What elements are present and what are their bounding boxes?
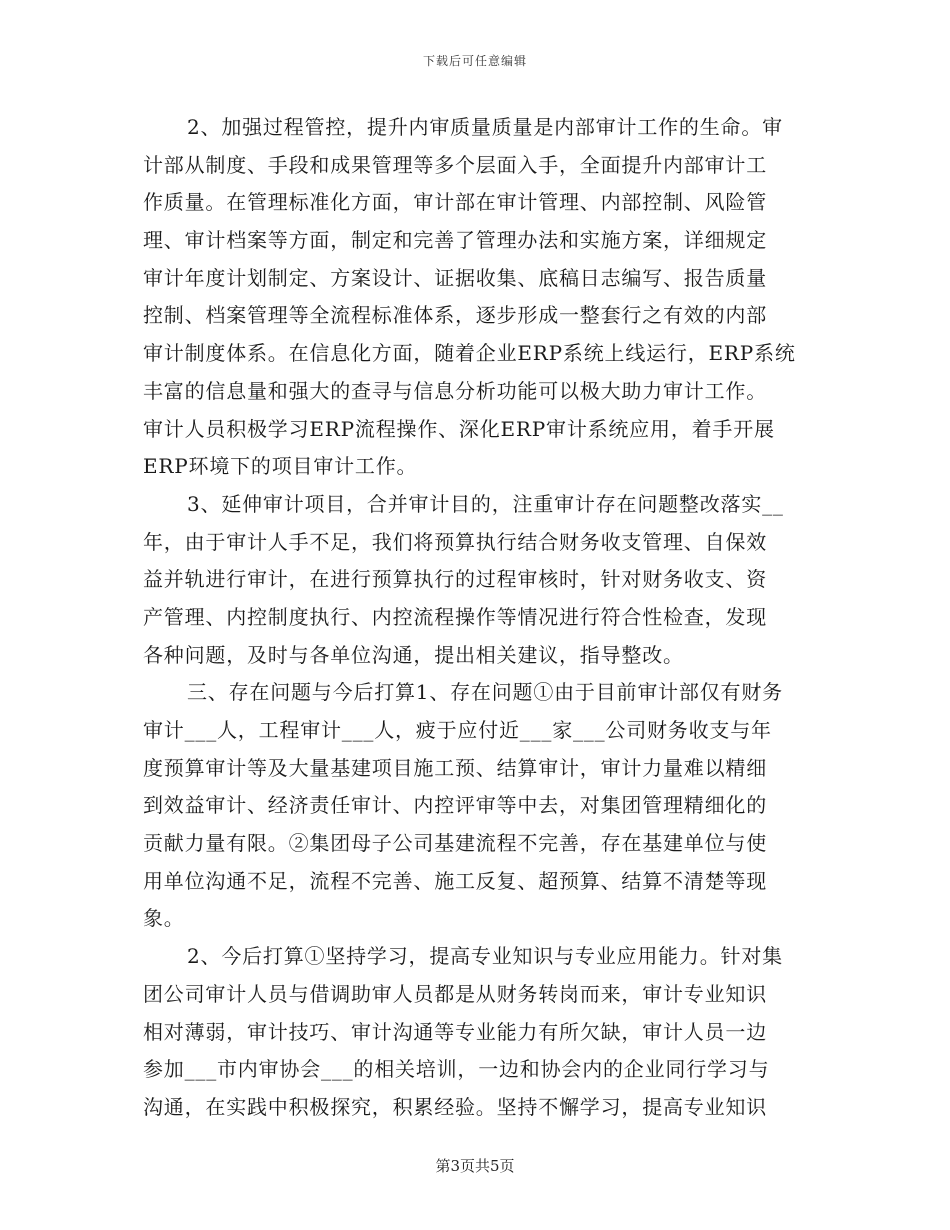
page-number: 第3页共5页 [435,1157,515,1175]
body-line: 3、延伸审计项目，合并审计目的，注重审计存在问题整改落实__ [187,491,784,516]
body-line: 贡献力量有限。②集团母子公司基建流程不完善，存在基建单位与使 [143,831,767,856]
body-line: 丰富的信息量和强大的查寻与信息分析功能可以极大助力审计工作。 [143,378,767,403]
body-line: 益并轨进行审计，在进行预算执行的过程审核时，针对财务收支、资 [143,567,767,592]
body-line: 2、今后打算①坚持学习，提高专业知识与专业应用能力。针对集 [187,944,783,969]
body-line: 度预算审计等及大量基建项目施工预、结算审计，审计力量难以精细 [143,755,767,780]
body-line: 控制、档案管理等全流程标准体系，逐步形成一整套行之有效的内部 [143,303,767,328]
body-line: 审计年度计划制定、方案设计、证据收集、底稿日志编写、报告质量 [143,265,767,290]
body-line: 象。 [143,906,185,931]
body-line: 到效益审计、经济责任审计、内控评审等中去，对集团管理精细化的 [143,793,767,818]
document-body [143,109,813,1127]
page-header: 下载后可任意编辑 [422,54,527,68]
body-line: 团公司审计人员与借调助审人员都是从财务转岗而来，审计专业知识 [143,981,767,1006]
body-line: 相对薄弱，审计技巧、审计沟通等专业能力有所欠缺，审计人员一边 [143,1019,767,1044]
body-line: 理、审计档案等方面，制定和完善了管理办法和实施方案，详细规定 [143,228,767,253]
body-line: 三、存在问题与今后打算1、存在问题①由于目前审计部仅有财务 [187,680,783,705]
body-line: 审计人员积极学习ERP流程操作、深化ERP审计系统应用，着手开展 [143,416,775,441]
body-line: 计部从制度、手段和成果管理等多个层面入手，全面提升内部审计工 [143,152,767,177]
body-line: 产管理、内控制度执行、内控流程操作等情况进行符合性检查，发现 [143,604,767,629]
body-line: 各种问题，及时与各单位沟通，提出相关建议，指导整改。 [143,642,684,667]
body-line: 审计制度体系。在信息化方面，随着企业ERP系统上线运行，ERP系统 [143,341,796,366]
body-line: 审计___人，工程审计___人，疲于应付近___家___公司财务收支与年 [143,718,772,742]
body-line: 沟通，在实践中积极探究，积累经验。坚持不懈学习，提高专业知识 [143,1094,767,1119]
body-line: ERP环境下的项目审计工作。 [143,454,418,479]
body-line: 参加___市内审协会___的相关培训，一边和协会内的企业同行学习与 [143,1057,770,1082]
body-line: 用单位沟通不足，流程不完善、施工反复、超预算、结算不清楚等现 [143,868,767,893]
body-line: 2、加强过程管控，提升内审质量质量是内部审计工作的生命。审 [187,115,783,139]
body-line: 年，由于审计人手不足，我们将预算执行结合财务收支管理、自保效 [143,529,767,554]
body-line: 作质量。在管理标准化方面，审计部在审计管理、内部控制、风险管 [143,190,767,215]
